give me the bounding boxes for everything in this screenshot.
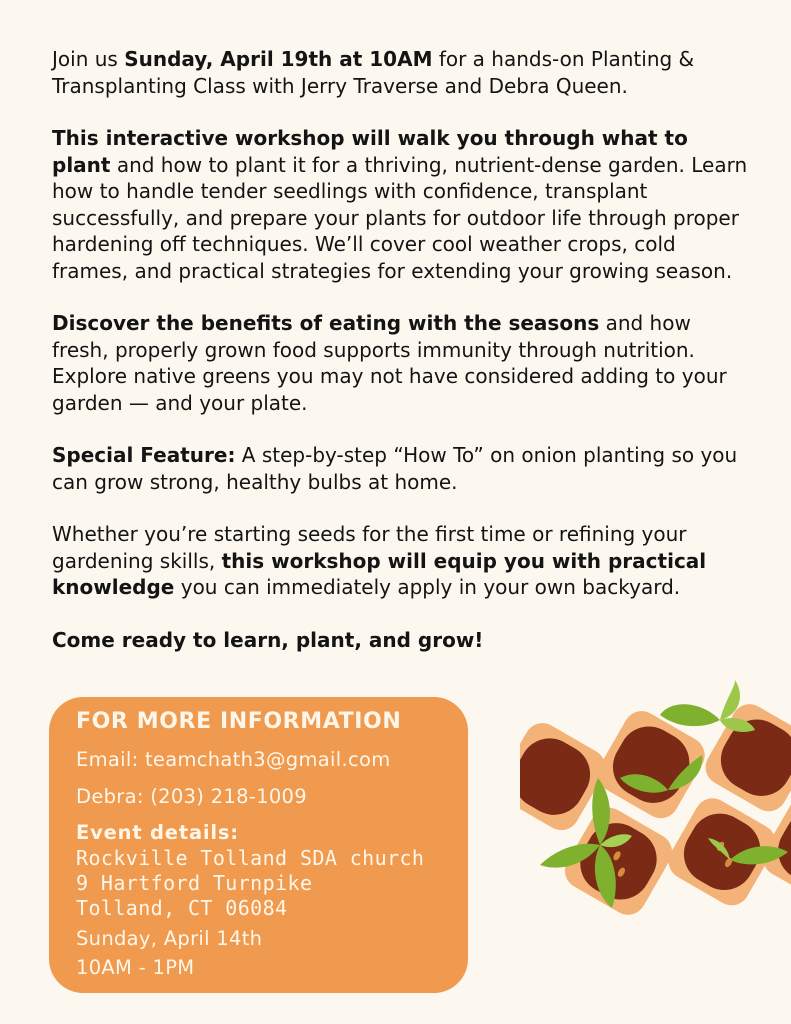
event-details-title: Event details: <box>76 821 239 844</box>
skills-highlight: this workshop will equip you with practical knowledge <box>52 548 707 599</box>
feature-label: Special Feature: <box>52 443 236 467</box>
seasons-highlight: Discover the benefits of eating with the seasons <box>52 311 600 335</box>
skills-text-2: you can immediately apply in your own backyard. <box>174 575 681 599</box>
workshop-text: and how to plant it for a thriving, nutrient-dense garden. Learn how to handle tender seedlings with confidence, transplant successfully, and prepare your plants for outdoor life through proper hardening off techniques. We’ll cover cool weather crops, cold frames, and practical strategies for extending your growing season. <box>52 152 748 283</box>
event-venue: Rockville Tolland SDA church <box>76 846 425 870</box>
intro-paragraph <box>52 46 752 99</box>
workshop-highlight: This interactive workshop will walk you through what to plant <box>52 126 688 177</box>
intro-prefix: Join us <box>52 47 125 71</box>
feature-paragraph <box>52 442 752 495</box>
feature-text: A step-by-step “How To” on onion planting so you can grow strong, healthy bulbs at home. <box>52 443 738 494</box>
info-title: FOR MORE INFORMATION <box>76 709 402 734</box>
seasons-paragraph <box>52 310 752 416</box>
event-date: Sunday, April 14th <box>76 927 263 950</box>
closing-line <box>52 627 752 654</box>
flyer-body <box>52 46 752 653</box>
event-time: 10AM - 1PM <box>76 956 195 979</box>
seedling-tray-icon <box>520 660 791 980</box>
tray-cells <box>520 660 791 980</box>
closing-text: Come ready to learn, plant, and grow! <box>52 627 484 652</box>
skills-text-1: Whether you’re starting seeds for the first time or refining your gardening skills, <box>52 522 687 573</box>
contact-email[interactable]: Email: teamchath3@gmail.com <box>76 748 391 771</box>
workshop-paragraph <box>52 125 752 284</box>
contact-phone[interactable]: Debra: (203) 218-1009 <box>76 785 307 808</box>
info-box <box>49 697 468 993</box>
skills-paragraph <box>52 521 752 601</box>
intro-suffix: for a hands-on Planting & Transplanting Class with Jerry Traverse and Debra Queen. <box>52 47 695 98</box>
event-date-highlight: Sunday, April 19th at 10AM <box>124 47 433 71</box>
event-city: Tolland, CT 06084 <box>76 896 288 920</box>
event-street: 9 Hartford Turnpike <box>76 871 313 895</box>
seasons-text: and how fresh, properly grown food supports immunity through nutrition. Explore native greens you may not have considered adding to your garden — and your plate. <box>52 311 727 415</box>
